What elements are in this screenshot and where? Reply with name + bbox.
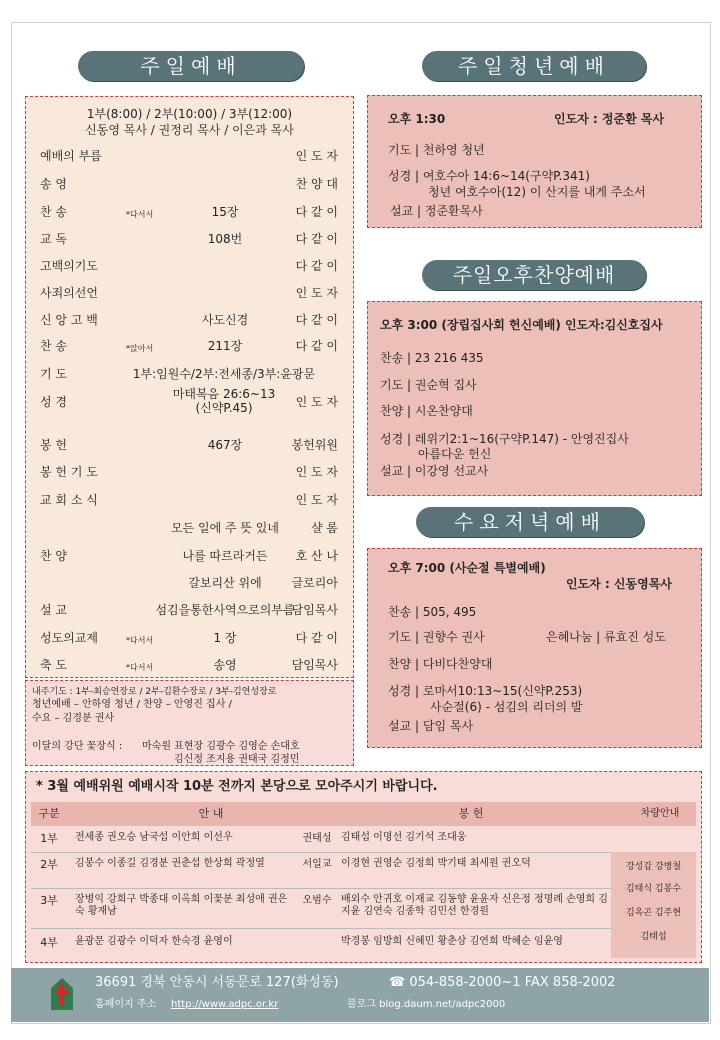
order-item-label: 봉 헌 (40, 438, 67, 452)
committee-part: 3부 (40, 894, 58, 907)
order-item-content: 사도신경 (201, 313, 249, 327)
order-item-label: 설 교 (40, 603, 67, 617)
committee-part: 2부 (40, 858, 58, 871)
wednesday-prayer: 기도 | 권향수 권사 (388, 630, 485, 644)
wednesday-praise: 찬양 | 다비다찬양대 (388, 657, 493, 671)
wednesday-title: 수요저녁예배 (416, 507, 644, 537)
order-item-label: 봉 헌 기 도 (40, 465, 98, 479)
note-line: 청년예배 – 안하영 청년 / 찬양 – 안영진 집사 / (32, 699, 232, 710)
order-item-label: 고백의기도 (40, 259, 98, 273)
wednesday-box (367, 548, 702, 748)
order-item-note: *다서서 (126, 210, 154, 219)
vehicle-name: 김태식 김봉수 (625, 884, 682, 894)
footer (11, 968, 709, 1022)
order-item-role: 다 같 이 (295, 313, 338, 327)
youth-box (367, 95, 702, 228)
sunday-order-box (25, 96, 354, 678)
committee-header-row (31, 802, 696, 826)
committee-row (31, 854, 611, 888)
committee-row (31, 932, 611, 956)
order-item-label: 사죄의선언 (40, 286, 98, 300)
order-item-role: 담임목사 (291, 658, 338, 672)
vehicle-cell (611, 852, 696, 958)
order-item-role: 호 산 나 (295, 549, 338, 563)
vehicle-name: 김태섭 (640, 932, 667, 942)
order-item-role: 인 도 자 (295, 286, 338, 300)
church-logo-icon (49, 976, 75, 1012)
afternoon-scripture-title: 아름다운 헌신 (418, 447, 492, 461)
committee-offering-lead: 서일교 (302, 859, 332, 870)
afternoon-header: 오후 3:00 (장립집사회 헌신예배) 인도자:김신호집사 (380, 318, 663, 332)
committee-title: * 3월 예배위원 예배시작 10분 전까지 본당으로 모아주시기 바랍니다. (36, 779, 438, 794)
order-item-role: 다 같 이 (295, 232, 338, 246)
afternoon-box (367, 301, 702, 496)
committee-offering: 배외수 안귀호 이재교 김동향 윤윤자 신은정 정명례 손영희 김지윤 김연숙 김종학 김민선 한경원 (341, 894, 608, 917)
wednesday-hymn: 찬송 | 505, 495 (388, 605, 477, 619)
flower-duty-line2: 김신정 조지용 권태국 김정민 (174, 754, 300, 765)
afternoon-prayer: 기도 | 권순혁 집사 (380, 378, 477, 392)
order-item-role: 다 같 이 (295, 205, 338, 219)
youth-sermon: 설교 | 정준환목사 (390, 204, 483, 218)
order-item-role: 다 같 이 (295, 259, 338, 273)
footer-phone: ☎ 054-858-2000~1 FAX 858-2002 (389, 975, 616, 990)
order-item-role: 인 도 자 (295, 395, 338, 409)
row-divider (31, 852, 611, 853)
youth-scripture: 성경 | 여호수아 14:6~14(구약P.341) (388, 169, 590, 183)
order-item-content: 마태복음 26:6~13 (신약P.45) (172, 387, 276, 415)
afternoon-praise: 찬양 | 시온찬양대 (380, 404, 473, 418)
order-item-content: 467장 (207, 438, 243, 452)
order-item-label: 축 도 (40, 658, 67, 672)
youth-title: 주일청년예배 (422, 51, 646, 81)
wednesday-grace: 은혜나눔 | 류효진 성도 (546, 630, 666, 644)
order-item-role: 다 같 이 (295, 631, 338, 645)
header-offering: 봉 헌 (458, 807, 484, 820)
committee-guide: 김봉수 이종길 김경분 권춘섭 한상희 곽정열 (75, 858, 265, 869)
order-item-label: 교 회 소 식 (40, 493, 98, 507)
order-item-role: 샬 롬 (311, 521, 338, 535)
afternoon-sermon: 설교 | 이강영 선교사 (380, 464, 489, 478)
committee-offering-lead: 오범수 (302, 895, 332, 906)
order-item-label: 성 경 (40, 395, 67, 409)
blog-address: 블로그 blog.daum.net/adpc2000 (347, 999, 506, 1010)
afternoon-scripture: 성경 | 레위기2:1~16(구약P.147) - 안영진집사 (380, 432, 629, 446)
order-item-role: 찬 양 대 (295, 177, 338, 191)
flower-duty-label: 이달의 강단 꽃장식 : (32, 741, 123, 752)
committee-offering: 박경봉 임방희 신혜민 황춘삼 김연희 박혜순 임윤영 (341, 936, 563, 947)
order-item-label: 송 영 (40, 177, 67, 191)
order-item-role: 인 도 자 (295, 493, 338, 507)
order-item-role: 담임목사 (291, 603, 338, 617)
order-item-content: 모든 일에 주 뜻 있네 (171, 521, 279, 535)
row-divider (31, 928, 611, 929)
order-item-note: *다서서 (126, 636, 154, 645)
afternoon-title: 주일오후찬양예배 (422, 260, 646, 290)
committee-guide: 전세종 권오승 남국섭 이안희 이선우 (75, 832, 233, 843)
order-item-content: 송영 (213, 658, 237, 672)
service-times: 1부(8:00) / 2부(10:00) / 3부(12:00) (86, 107, 293, 121)
order-item-role: 인 도 자 (295, 465, 338, 479)
order-item-label: 기 도 (40, 367, 67, 381)
youth-leader: 인도자 : 정준환 목사 (554, 112, 665, 126)
order-item-role: 인 도 자 (295, 149, 338, 163)
committee-part: 1부 (40, 832, 58, 845)
header-part: 구분 (38, 807, 60, 820)
committee-offering: 김태섭 이명선 김기석 조대웅 (341, 832, 467, 843)
order-item-label: 찬 양 (40, 549, 67, 563)
order-item-role: 봉헌위원 (291, 438, 338, 452)
committee-guide: 윤광문 김광수 이덕자 한숙경 윤영이 (75, 936, 233, 947)
afternoon-hymn: 찬송 | 23 216 435 (380, 351, 484, 365)
service-pastors: 신동영 목사 / 권정리 목사 / 이은과 목사 (85, 123, 294, 137)
youth-scripture-title: 청년 여호수아(12) 이 산지를 내게 주소서 (428, 185, 646, 199)
order-item-label: 교 독 (40, 232, 67, 246)
order-item-role: 다 같 이 (295, 339, 338, 353)
note-line: 수요 – 김경분 권사 (32, 713, 115, 724)
wednesday-sermon: 설교 | 담임 목사 (388, 719, 474, 733)
vehicle-name: 김옥곤 김주현 (625, 908, 682, 918)
committee-offering: 이경현 권영순 김정희 박기태 최세원 권오덕 (341, 858, 531, 869)
order-item-content: 211장 (207, 339, 243, 353)
youth-prayer: 기도 | 천하영 청년 (388, 143, 485, 157)
homepage-label: 홈페이지 주소 (95, 999, 157, 1010)
order-item-content: 108번 (207, 232, 243, 246)
order-item-note: *다서서 (126, 663, 154, 672)
header-vehicle: 차량안내 (640, 808, 680, 819)
committee-guide: 장병익 강희구 박종대 이옥희 이꽃분 최성애 권은숙 황재남 (75, 894, 288, 917)
footer-address: 36691 경북 안동시 서동문로 127(화성동) (95, 975, 339, 990)
order-item-label: 찬 송 (40, 339, 67, 353)
committee-box (25, 771, 702, 963)
order-item-content: 나를 따르라거든 (182, 549, 268, 563)
sunday-notes-box (25, 680, 354, 766)
sunday-title: 주일예배 (78, 51, 304, 81)
homepage-link[interactable]: http://www.adpc.or.kr (171, 999, 279, 1010)
order-item-role: 글로리아 (291, 576, 338, 590)
order-item-content: 갈보리산 위에 (188, 576, 262, 590)
vehicle-name: 강성갑 강병철 (625, 862, 682, 872)
order-item-label: 신 앙 고 백 (40, 313, 98, 327)
wednesday-leader: 인도자 : 신동영목사 (566, 577, 672, 591)
order-item-content: 15장 (211, 205, 239, 219)
order-item-content: 1부:임원수/2부:전세종/3부:윤광문 (132, 367, 316, 381)
committee-row (31, 828, 611, 852)
wednesday-time: 오후 7:00 (사순절 특별예배) (388, 561, 546, 575)
order-item-note: *앉아서 (126, 344, 154, 353)
row-divider (31, 888, 611, 889)
youth-time: 오후 1:30 (388, 112, 446, 126)
flower-duty-line1: 마숙원 표현장 김광수 김영순 손대호 (142, 741, 300, 752)
wednesday-scripture: 성경 | 로마서10:13~15(신약P.253) (388, 684, 583, 698)
order-item-content: 1 장 (213, 631, 237, 645)
committee-offering-lead: 권태성 (302, 833, 332, 844)
wednesday-scripture-title: 사순절(6) - 섬김의 리더의 발 (430, 700, 583, 714)
order-item-label: 찬 송 (40, 205, 67, 219)
committee-row (31, 890, 611, 928)
order-item-label: 예배의 부름 (40, 149, 102, 163)
order-item-content: 섬김을통한사역으로의부름 (155, 603, 295, 617)
order-item-label: 성도의교제 (40, 631, 98, 645)
header-guide: 안 내 (198, 807, 224, 820)
committee-part: 4부 (40, 936, 58, 949)
note-line: 내주기도 : 1부-최승연장로 / 2부-김환수장로 / 3부-김연성장로 (32, 687, 277, 697)
